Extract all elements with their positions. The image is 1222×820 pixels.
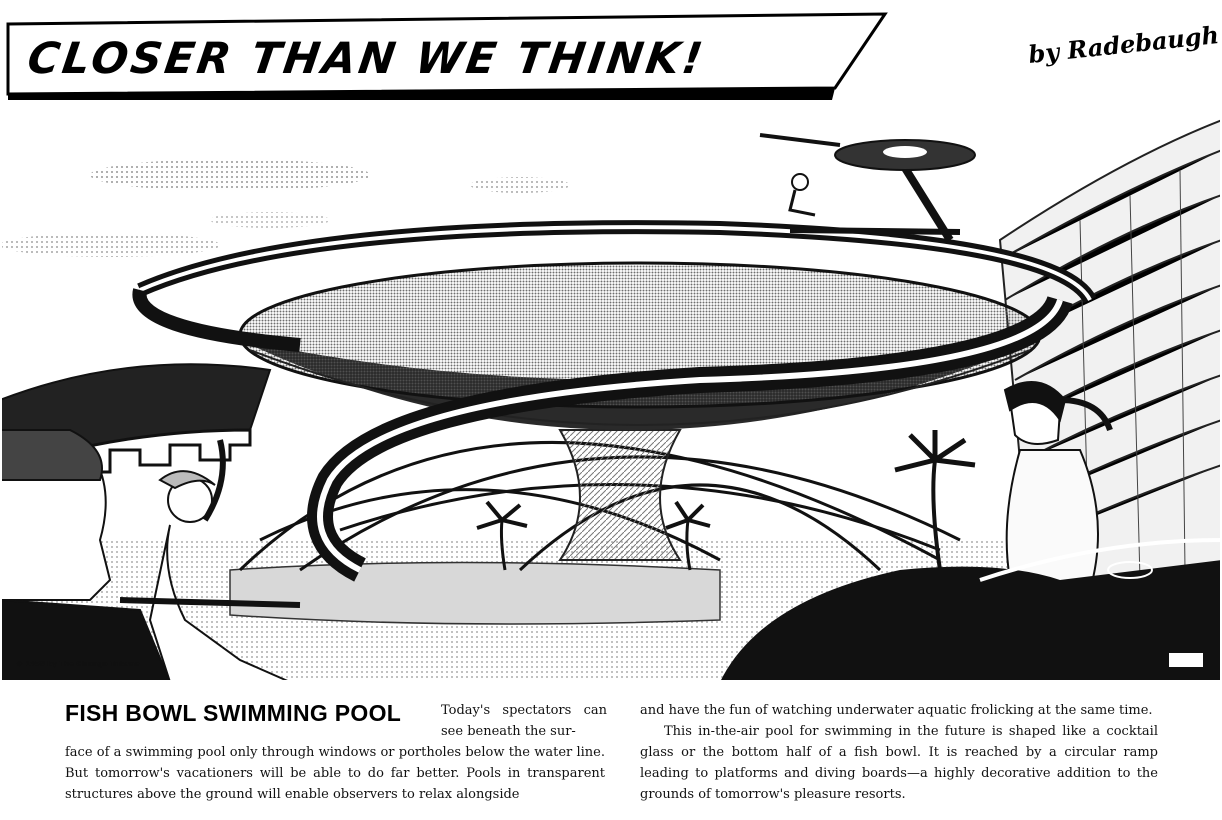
cloud (0, 233, 220, 257)
pool-pedestal (560, 430, 680, 560)
illustration (0, 100, 1222, 682)
cloud (210, 212, 330, 228)
title-banner (0, 10, 890, 102)
pool-illustration (0, 100, 1222, 682)
banner-title: CLOSER THAN WE THINK! (24, 34, 709, 84)
caption-right-column (640, 700, 1158, 805)
copyright-notice: © 1958 by The Chicago Tribune (16, 660, 140, 668)
caption-intro: Today's spectators can see beneath the sur- (441, 703, 607, 739)
cloud (90, 159, 370, 191)
cloud (470, 177, 570, 193)
diving-platform (760, 135, 975, 240)
caption-headline: FISH BOWL SWIMMING POOL (65, 700, 402, 726)
caption-right-paragraph: This in-the-air pool for swimming in the future is shaped like a cocktail glass or the bottom half of a fish bowl. It is reached by a circular ramp leading to platforms and diving boards—a highly decorative addition to the grounds of tomorrow's pleasure resorts. (640, 724, 1158, 802)
artist-signature: by Radebaugh (1027, 20, 1221, 69)
caption-continuation: face of a swimming pool only through windows or portholes below the water line. But tomorrow's vacationers will be able to do far better. Pools in transparent structures above the ground will enable observers to relax alongside (65, 745, 605, 802)
fish-bowl-pool (240, 263, 1040, 430)
caption-right-line: and have the fun of watching underwater aquatic frolicking at the same time. (640, 703, 1153, 718)
